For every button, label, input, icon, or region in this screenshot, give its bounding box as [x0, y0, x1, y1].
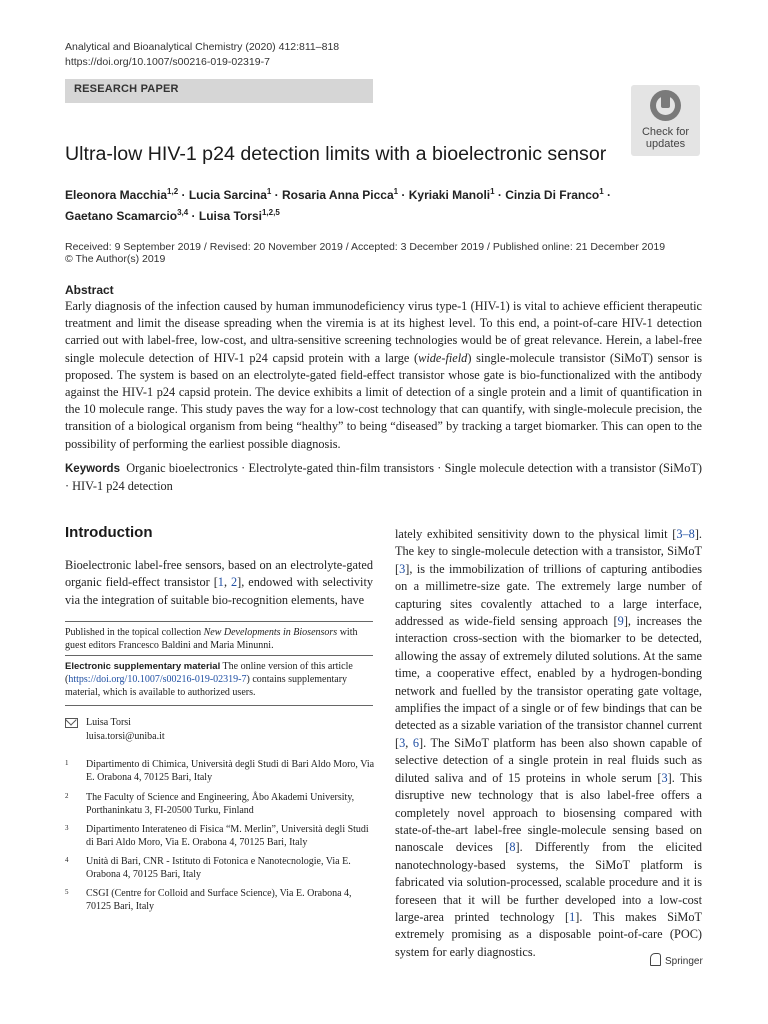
intro-text: ], is the immobilization of trillions of capturing antibodies on a millimetre-size gate. The extremely large number of capturing sites covalently attached to a large interface, addressed as wide-field sensing approach [: [395, 561, 702, 629]
intro-text: ], endowed with selectivity via the integration of suitable bio-recognition elements, have: [65, 575, 374, 607]
intro-right-paragraph: [395, 526, 702, 961]
author-name[interactable]: Lucia Sarcina: [188, 188, 267, 202]
author-name[interactable]: Gaetano Scamarcio: [65, 209, 178, 223]
publisher-name: Springer: [665, 956, 703, 967]
reference-link[interactable]: 3: [399, 561, 406, 576]
intro-text: ]. The key to single-molecule detection with a transistor, SiMoT [: [395, 527, 702, 576]
note-text: The online version of this article (: [65, 661, 353, 685]
keywords: [65, 460, 702, 495]
intro-text: ,: [223, 575, 231, 590]
copyright-line: © The Author(s) 2019: [65, 253, 166, 265]
reference-link[interactable]: 2: [231, 575, 238, 590]
springer-horse-icon: [650, 953, 661, 966]
journal-citation: Analytical and Bioanalytical Chemistry (2020) 412:811–818: [65, 41, 340, 53]
abstract-heading: Abstract: [65, 283, 114, 297]
affiliation-number: 4: [65, 856, 69, 864]
note-text: with guest editors Francesco Baldini and Maria Minunni.: [65, 627, 358, 651]
abstract-text: ) single-molecule transistor (SiMoT) sensor is proposed. The system is based on an electrolyte-gated field-effect transistor whose gate is bio-functionalized with the antibody against the HIV-1 p24 capsid protein. The device exhibits a limit of detection of a single protein and a limit of quantification in the 10 molecule range. This study paves the way for a low-cost technology that can quantify, with single-molecule precision, the transition of a biological organism from being “healthy” to being “diseased” by tracking a target biomarker. This can open to the possibility of performing the earliest possible diagnosis.: [65, 350, 702, 451]
author-name[interactable]: Eleonora Macchia: [65, 188, 168, 202]
intro-text: ]. The SiMoT platform has been also shown capable of selective detection of a single protein in real fluids such as diluted saliva and of 15 proteins in whole serum [: [395, 735, 702, 785]
collection-name: New Developments in Biosensors: [203, 627, 338, 638]
author-affiliation-sup: 3,4: [177, 208, 189, 217]
note-text: ) contains supplementary material, which is available to authorized users.: [65, 674, 348, 698]
intro-text: lately exhibited sensitivity down to the physical limit [: [395, 527, 677, 541]
author-list: Eleonora Macchia$^{1,2}$ · Lucia Sarcina$^1$ · Rosaria Anna Picca$^1$ · Kyriaki Manoli$^1$ · Cinzia Di Franco$^1$ · Gaetano Scamarcio$^{3,4}$ · Luisa Torsi$^{1,2,5}$: [65, 187, 612, 223]
affiliation-text: CSGI (Centre for Colloid and Surface Science), Via E. Orabona 4, 70125 Bari, Italy: [86, 888, 352, 912]
abstract-text: Early diagnosis of the infection caused by human immunodeficiency virus type-1 (HIV-1) is vital to achieve efficient therapeutic treatment and limit the disease spreading when the viremia is at its highest level. To this end, a point-of-care HIV-1 detection carried out with label-free, low-cost, and ultra-sensitive screening technologies would be of great relevance. Herein, a label-free single molecule detection of HIV-1 p24 capsid protein with a large (: [65, 299, 702, 365]
check-for-updates-button[interactable]: [631, 85, 700, 156]
corresponding-author-email[interactable]: luisa.torsi@uniba.it: [86, 731, 165, 742]
affiliation-number: 2: [65, 792, 69, 800]
affiliation-text: Unità di Bari, CNR - Istituto di Fotonica e Nanotecnologie, Via E. Orabona 4, 70125 Bari, Italy: [86, 856, 351, 880]
doi-link[interactable]: https://doi.org/10.1007/s00216-019-02319-7: [65, 56, 270, 68]
envelope-icon: [65, 718, 78, 728]
footnote-divider: [65, 705, 373, 706]
footnote-divider: [65, 621, 373, 622]
author-name[interactable]: Cinzia Di Franco: [505, 188, 600, 202]
affiliation-text: The Faculty of Science and Engineering, Åbo Akademi University, Porthaninkatu 3, FI-20500 Turku, Finland: [86, 792, 355, 816]
abstract-italic-term: wide-field: [418, 350, 468, 365]
reference-link[interactable]: 1: [217, 575, 224, 590]
intro-text: ]. This makes SiMoT extremely promising as a disposable point-of-care (POC) system for early diagnostics.: [395, 909, 702, 959]
check-for-updates-line1: Check for: [641, 126, 690, 138]
author-affiliation-sup: 1: [490, 187, 495, 196]
reference-link[interactable]: 6: [412, 735, 420, 750]
footnote-divider: [65, 655, 373, 656]
author-name[interactable]: Kyriaki Manoli: [408, 188, 491, 202]
affiliation-number: 3: [65, 824, 69, 832]
author-name[interactable]: Rosaria Anna Picca: [282, 188, 394, 202]
introduction-heading: Introduction: [65, 524, 153, 541]
affiliation-number: 5: [65, 888, 69, 896]
intro-text: Bioelectronic label-free sensors, based on an electrolyte-gated organic field-effect transistor [: [65, 558, 373, 590]
reference-link[interactable]: 3–8: [676, 527, 695, 541]
affiliation-text: Dipartimento Interateneo di Fisica “M. Merlin”, Università degli Studi di Bari Aldo Moro, Via E. Orabona 4, 70125 Bari, Italy: [86, 824, 369, 848]
reference-link[interactable]: 8: [509, 840, 516, 855]
esm-link[interactable]: https://doi.org/10.1007/s00216-019-02319-7: [68, 674, 247, 685]
author-name[interactable]: Luisa Torsi: [198, 209, 262, 223]
reference-link[interactable]: 3: [399, 735, 406, 750]
affiliation-number: 1: [65, 759, 69, 767]
author-affiliation-sup: 1,2,5: [261, 208, 280, 217]
intro-text: ]. Differently from the elicited nanotechnology-based systems, the SiMoT platform is fabricated via solution-processed, scalable procedure and it is foreseen that it will be further developed into a low-cost large-area printed technology [: [395, 840, 702, 924]
abstract-body: [65, 298, 702, 453]
reference-link[interactable]: 1: [569, 909, 576, 924]
intro-text: ]. This disruptive new technology that is also label-free offers a completely novel approach to biosensing compared with state-of-the-art label-free single-molecule sensing based on nanoscale devices [: [395, 770, 702, 855]
reference-link[interactable]: 3: [661, 770, 668, 785]
publication-dates: Received: 9 September 2019 / Revised: 20 November 2019 / Accepted: 3 December 2019 / Published online: 21 December 2019: [65, 241, 666, 253]
corresponding-author-name: Luisa Torsi: [86, 717, 131, 728]
intro-left-paragraph: [65, 557, 373, 609]
author-affiliation-sup: 1: [599, 187, 604, 196]
bookmark-icon: [650, 90, 681, 121]
intro-text: ], increases the interaction cross-section with the biomarker to be detected, allowing the assay of extremely diluted solutions. At the same time, a cooperative effect, enabled by a hydrogen-bonding network and fuelled by the transistor operating gate voltage, amplifies the impact of a single or of few bindings that can be detected as a sizable variation of the transistor channel current [: [395, 614, 703, 750]
affiliation-text: Dipartimento di Chimica, Università degli Studi di Bari Aldo Moro, Via E. Orabona 4, 70125 Bari, Italy: [86, 759, 375, 783]
keywords-label: Keywords: [65, 463, 120, 475]
publisher-logo: [650, 953, 703, 967]
check-for-updates-line2: updates: [645, 138, 686, 150]
article-type-label: RESEARCH PAPER: [74, 83, 179, 95]
keywords-text: Organic bioelectronics · Electrolyte-gated thin-film transistors · Single molecule detection with a transistor (SiMoT) · HIV-1 p24 detection: [65, 461, 702, 494]
note-text: Published in the topical collection: [65, 627, 204, 638]
esm-label: Electronic supplementary material: [65, 661, 221, 672]
article-title: Ultra-low HIV-1 p24 detection limits with a bioelectronic sensor: [65, 143, 607, 165]
author-affiliation-sup: 1,2: [167, 187, 179, 196]
reference-link[interactable]: 9: [617, 614, 624, 629]
topical-collection-note: [65, 626, 373, 652]
article-type-banner: [65, 79, 373, 103]
intro-text: ,: [405, 735, 413, 750]
author-affiliation-sup: 1: [393, 187, 399, 196]
supplementary-material-note: [65, 660, 373, 699]
author-affiliation-sup: 1: [266, 187, 272, 196]
